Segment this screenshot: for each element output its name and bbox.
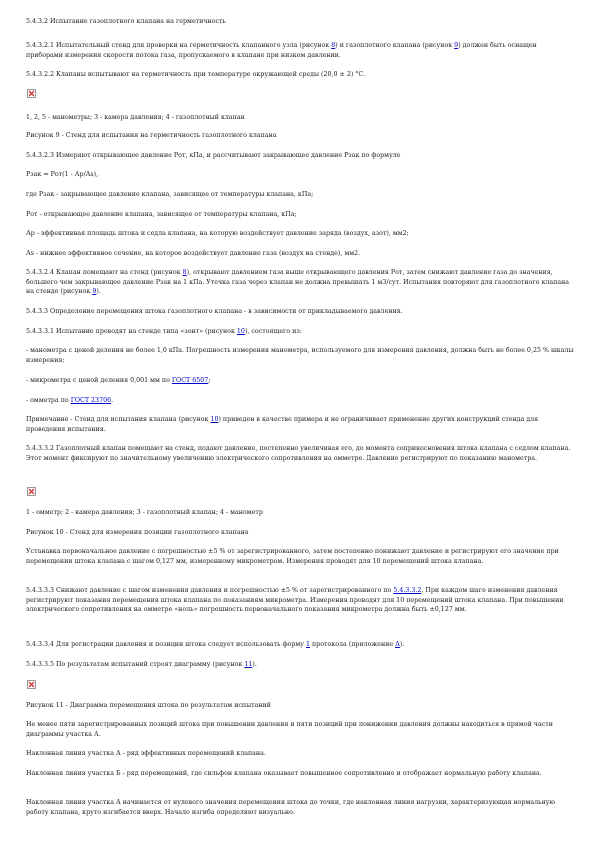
- text-run: ;: [208, 377, 211, 384]
- broken-image-icon: [27, 487, 36, 496]
- text-run: 5.4.3.3.3 Снижают давление с шагом изменения давления и погрешностью ±5 % от зарегистрированного по: [26, 587, 394, 594]
- link-section-5-4-3-3-2[interactable]: 5.4.3.3.2: [393, 587, 422, 594]
- figure-9-legend: 1, 2, 5 - манометры; 3 - камера давления; 4 - газоплотный клапан: [26, 114, 245, 121]
- text-run: ), открывают давлением газа выше открывающего давления Рот, затем снижают давление газа до значения, большего чем закрывающее давление Рзак на 1 кПа. Утечка газа через клапан не должна превышать 1 м3/сут. Испытания повторяют для газоплотного клапана на стенде (рисунок: [26, 269, 570, 295]
- link-form-1[interactable]: 1: [305, 641, 310, 648]
- text-run: - микрометра с ценой деления 0,001 мм по: [26, 377, 172, 384]
- text-run: 5.4.3.2.1 Испытательный стенд для проверки на герметичность клапанного узла (рисунок: [26, 42, 332, 49]
- definition-as: Аs - нижнее эффективное сечение, на которое воздействует давление газа (воздух на стенде), мм2.: [26, 250, 361, 257]
- link-figure-9[interactable]: 9: [92, 288, 97, 295]
- text-run: ) приведен в качестве примера и не ограничивает применение других конструкций стенда для проведения испытания.: [26, 416, 539, 433]
- text-run: ) и газоплотного клапана (рисунок: [335, 42, 455, 49]
- text-run: 5.4.3.3.5 По результатам испытаний строят диаграмму (рисунок: [26, 661, 245, 668]
- text-run: 5.4.3.3.4 Для регистрации давления и позиции штока следует использовать форму: [26, 641, 306, 648]
- paragraph-setting-pressure: Устанавка первоначальное давление с погрешностью ±5 % от зарегистрированного, затем постепенно понижают давление и регистрируют его значение при перемещении штока клапана с шагом 0,127 мм, измеренному микрометром. Измерения проводят для 10 перемещений штока клапана.: [26, 548, 559, 565]
- definition-ap: Ар - эффективная площадь штока и седла клапана, на которую воздействует давление заряда (воздух, азот), мм2;: [26, 230, 409, 237]
- text-run: ).: [252, 661, 257, 668]
- paragraph-5-4-3-2-4: [26, 268, 574, 297]
- definition-pot: Рот - открывающее давление клапана, зависящее от температуры клапана, кПа;: [26, 211, 297, 218]
- text-run: протокола (приложение: [309, 641, 396, 648]
- text-run: .: [111, 397, 114, 404]
- text-run: 5.4.3.3.1 Испытание проводят на стенде типа «зонт» (рисунок: [26, 328, 237, 335]
- definition-pzak: где Рзак - закрывающее давление клапана, зависящее от температуры клапана, кПа;: [26, 191, 314, 198]
- link-figure-10[interactable]: 10: [236, 328, 245, 335]
- figure-10-caption: Рисунок 10 - Стенд для измерения позиции газоплотного клапана: [26, 529, 249, 536]
- paragraph-5-4-3-3-1: [26, 327, 574, 337]
- text-run: ).: [96, 288, 101, 295]
- formula: Рзак = Рот(1 - Ар/Аs),: [26, 171, 99, 178]
- text-run: 5.4.3.2.4 Клапан помещают на стенд (рисунок: [26, 269, 183, 276]
- text-run: ) должен быть оснащен приборами измерения скорости потока газа, пропускаемого в клапане при низком давлении.: [26, 42, 537, 59]
- figure-10-legend: 1 - омметр; 2 - камера давления; 3 - газоплотный клапан; 4 - манометр: [26, 509, 263, 516]
- paragraph-5-4-3-3-4: [26, 640, 574, 650]
- text-run: . При каждом шаге изменения давления регистрируют показания перемещения штока клапана по показаниям микрометра. Измерения проводят для 10 перемещений штока клапана. При повышении электрического сопротивления на омметре «ноль» погрешность первоначального показания микрометра должна быть ±0,127 мм.: [26, 587, 564, 613]
- paragraph-5-4-3-3-2: 5.4.3.3.2 Газоплотный клапан помещают на стенд, подают давление, постепенно увеличивая его, до момента соприкосновения штока клапана с седлом клапана. Этот момент фиксируют по значительному увеличению электрического сопротивления на омметре. Давление регистрируют по показанию манометра.: [26, 445, 571, 462]
- list-item-ohmmeter: [26, 396, 574, 406]
- paragraph-5-4-3-2-1: [26, 41, 574, 60]
- text-run: Примечание - Стенд для испытания клапана (рисунок: [26, 416, 211, 423]
- list-item-manometer: - манометра с ценой деления не более 1,0 кПа. Погрешность измерения манометра, используемого для измерения давления, должна быть не более 0,25 % шкалы измерения;: [26, 347, 574, 364]
- paragraph-5-4-3-2-2: 5.4.3.2.2 Клапаны испытывают на герметичность при температуре окружающей среды (20,0 ± 2) °С.: [26, 71, 366, 78]
- paragraph-section-a-start: Наклонная линия участка А начинается от нулевого значения перемещения штока до точки, где наклонная линия нагрузки, характеризующая нормальную работу клапана, круто изгибается вверх. Начало изгиба определяют визуально.: [26, 799, 555, 816]
- text-run: ), состоящего из:: [244, 328, 302, 335]
- broken-image-icon: [27, 680, 36, 689]
- paragraph-section-a: Наклонная линия участка А - ряд эффективных перемещений клапана.: [26, 750, 266, 757]
- link-appendix-a[interactable]: А: [395, 641, 400, 648]
- figure-11-caption: Рисунок 11 - Диаграмма перемещения штока по результатам испытаний: [26, 702, 271, 709]
- section-heading-5-4-3-3: 5.4.3.3 Определение перемещения штока газоплотного клапана - в зависимости от прикладываемого давления.: [26, 308, 403, 315]
- paragraph-5-4-3-3-3: [26, 586, 574, 615]
- link-figure-11[interactable]: 11: [244, 661, 253, 668]
- paragraph-5-4-3-2-3: 5.4.3.2.3 Измеряют открывающее давление Рот, кПа, и рассчитывают закрывающее давление Рзак по формуле: [26, 152, 401, 159]
- figure-9-caption: Рисунок 9 - Стенд для испытания на герметичность газоплотного клапана: [26, 132, 277, 139]
- paragraph-diagram-positions: Не менее пяти зарегистрированных позиций штока при повышении давления и пяти позиций при понижении давления должны находиться в прямой части диаграммы участка А.: [26, 721, 553, 738]
- text-run: - омметра по: [26, 397, 71, 404]
- paragraph-5-4-3-3-5: [26, 660, 574, 670]
- link-gost-6507[interactable]: ГОСТ 6507: [171, 377, 209, 384]
- paragraph-section-b: Наклонная линия участка Б - ряд перемещений, где сильфон клапана оказывает повышенное сопротивление и отображает нормальную работу клапана.: [26, 770, 542, 777]
- link-figure-9[interactable]: 9: [454, 42, 459, 49]
- link-figure-8[interactable]: 8: [182, 269, 187, 276]
- list-item-micrometer: [26, 376, 574, 386]
- link-gost-23706[interactable]: ГОСТ 23706: [70, 397, 112, 404]
- link-figure-10[interactable]: 10: [210, 416, 219, 423]
- link-figure-8[interactable]: 8: [331, 42, 336, 49]
- note: [26, 415, 574, 434]
- text-run: ).: [399, 641, 405, 648]
- section-heading-5-4-3-2: 5.4.3.2 Испытание газоплотного клапана на герметичность: [26, 18, 226, 25]
- broken-image-icon: [27, 89, 36, 98]
